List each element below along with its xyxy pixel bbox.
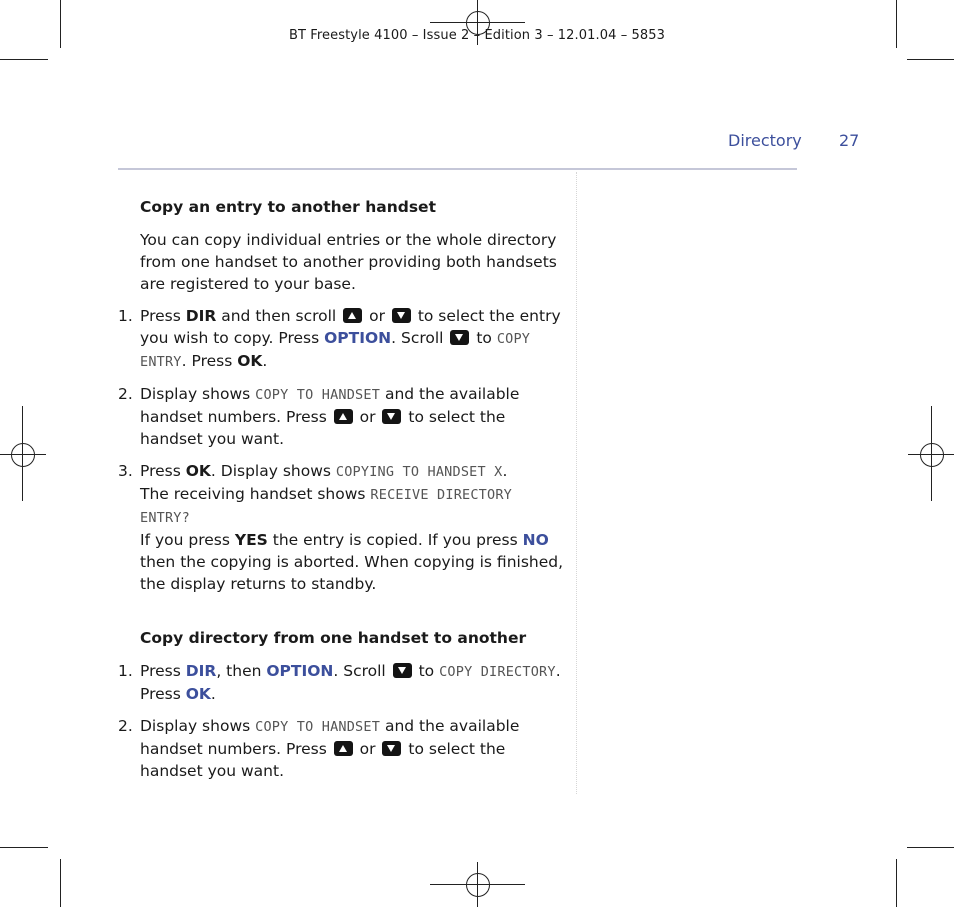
running-header-section: Directory bbox=[728, 131, 802, 150]
crop-mark bbox=[896, 859, 897, 907]
step-text: Press DIR and then scroll or to select the entry you wish to copy. Press OPTION. Scroll to COPY ENTRY. Press OK. bbox=[140, 307, 561, 370]
step-number: 2. bbox=[118, 385, 133, 403]
intro-paragraph: You can copy individual entries or the whole directory from one handset to another providing both handsets are registered to your base. bbox=[140, 231, 557, 293]
step-number: 1. bbox=[118, 662, 133, 680]
step-number: 3. bbox=[118, 462, 133, 480]
section-heading-copy-directory: Copy directory from one handset to another bbox=[140, 629, 527, 647]
step-item bbox=[118, 305, 566, 373]
registration-circle bbox=[920, 443, 944, 467]
crop-mark bbox=[60, 859, 61, 907]
lcd-text: COPY DIRECTORY bbox=[439, 664, 556, 680]
lcd-text: COPY ENTRY bbox=[140, 331, 531, 370]
key-label-option: OPTION bbox=[324, 329, 392, 347]
main-content bbox=[118, 196, 566, 792]
key-label-ok: OK bbox=[185, 685, 211, 703]
scroll-up-key-icon bbox=[343, 308, 362, 323]
scroll-up-key-icon bbox=[334, 409, 353, 424]
header-rule bbox=[118, 168, 797, 170]
lcd-text: COPY TO HANDSET bbox=[255, 387, 381, 403]
step-text: Display shows COPY TO HANDSET and the available handset numbers. Press or to select the handset you want. bbox=[140, 385, 520, 448]
page-number: 27 bbox=[839, 131, 860, 150]
crop-mark bbox=[907, 847, 954, 848]
step-text: Display shows COPY TO HANDSET and the available handset numbers. Press or to select the handset you want. bbox=[140, 717, 520, 780]
registration-circle bbox=[11, 443, 35, 467]
step-item bbox=[118, 715, 566, 782]
key-label-option: OPTION bbox=[266, 662, 334, 680]
scroll-down-key-icon bbox=[393, 663, 412, 678]
key-label-no: NO bbox=[522, 531, 549, 549]
key-label-yes: YES bbox=[234, 531, 268, 549]
key-label-dir: DIR bbox=[185, 662, 217, 680]
step-text: Press DIR, then OPTION. Scroll to COPY DIRECTORY. Press OK. bbox=[140, 662, 561, 703]
step-item bbox=[118, 660, 566, 705]
crop-mark bbox=[907, 59, 954, 60]
key-label-ok: OK bbox=[237, 352, 263, 370]
lcd-text: RECEIVE DIRECTORY ENTRY? bbox=[140, 487, 512, 526]
scroll-down-key-icon bbox=[450, 330, 469, 345]
key-label-dir: DIR bbox=[185, 307, 217, 325]
registration-circle bbox=[466, 873, 490, 897]
crop-mark bbox=[0, 59, 48, 60]
step-item bbox=[118, 383, 566, 450]
lcd-text: COPYING TO HANDSET X bbox=[335, 464, 503, 480]
step-number: 2. bbox=[118, 717, 133, 735]
key-label-ok: OK bbox=[185, 462, 211, 480]
step-number: 1. bbox=[118, 307, 133, 325]
print-meta-line: BT Freestyle 4100 – Issue 2 – Edition 3 – 12.01.04 – 5853 bbox=[288, 28, 666, 43]
section-gap bbox=[118, 605, 566, 627]
step-item bbox=[118, 460, 566, 595]
crop-mark bbox=[0, 847, 48, 848]
column-divider bbox=[576, 172, 577, 794]
section-heading-copy-entry: Copy an entry to another handset bbox=[140, 198, 436, 216]
scroll-up-key-icon bbox=[334, 741, 353, 756]
step-text: Press OK. Display shows COPYING TO HANDSET X. The receiving handset shows RECEIVE DIRECTORY ENTRY? If you press YES the entry is copied. If you press NO then the copying is aborted. When copying is finished, the display returns to standby. bbox=[140, 462, 564, 593]
scroll-down-key-icon bbox=[392, 308, 411, 323]
lcd-text: COPY TO HANDSET bbox=[255, 719, 381, 735]
scroll-down-key-icon bbox=[382, 409, 401, 424]
scroll-down-key-icon bbox=[382, 741, 401, 756]
